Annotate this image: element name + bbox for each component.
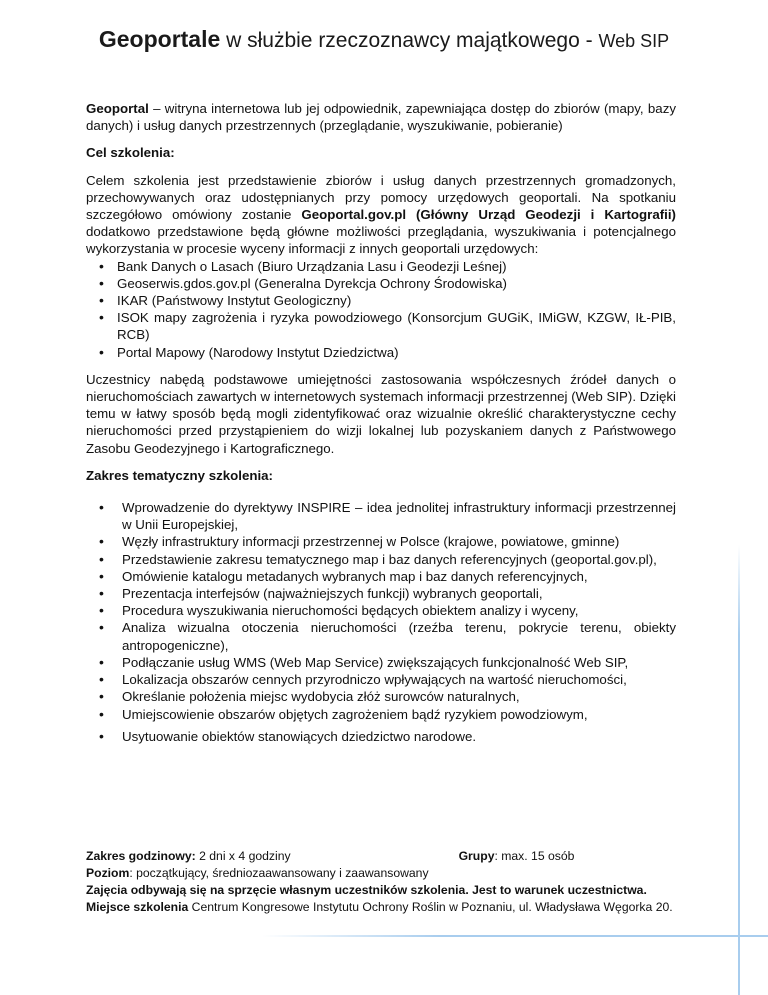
list-item: • Przedstawienie zakresu tematycznego map i baz danych referencyjnych (geoportal.gov.pl), [86,551,676,568]
goal-paragraph [86,172,676,258]
equipment-notice: Zajęcia odbywają się na sprzęcie własnym uczestników szkolenia. Jest to warunek uczestnictwa. [86,883,647,897]
level-label: Poziom [86,866,130,880]
list-item: • Usytuowanie obiektów stanowiących dziedzictwo narodowe. [86,728,676,745]
goal-heading: Cel szkolenia: [86,145,175,161]
goal-highlight: Geoportal.gov.pl (Główny Urząd Geodezji i Kartografii) [301,207,676,223]
intro-paragraph [86,100,676,134]
goal-text-after: dodatkowo przedstawione będą główne możliwości przeglądania, wyszukiwania i potencjalnego wykorzystania w procesie wyceny informacji z innych geoportali urzędowych: [86,224,676,257]
intro-definition: – witryna internetowa lub jej odpowiednik, zapewniająca dostęp do zbiorów (mapy, bazy danych) i usług danych przestrzennych (przeglądanie, wyszukiwanie, pobieranie) [86,101,676,134]
title-rest: w służbie rzeczoznawcy majątkowego - [220,29,599,52]
list-item: • IKAR (Państwowy Instytut Geologiczny) [86,292,676,309]
list-item: • Umiejscowienie obszarów objętych zagrożeniem bądź ryzykiem powodziowym, [86,706,676,723]
outcome-paragraph: Uczestnicy nabędą podstawowe umiejętności zastosowania współczesnych źródeł danych o nieruchomościach zawartych w internetowych systemach informacji przestrzennej (Web SIP). Dzięki temu w łatwy sposób będą mogli zidentyfikować oraz wizualnie określić charakterystyczne cechy nieruchomości przed przystąpieniem do wizji lokalnej lub pozyskaniem danych z Państwowego Zasobu Geodezyjnego i Kartograficznego. [86,371,676,456]
document-body [86,100,676,745]
title-strong: Geoportale [98,26,221,52]
list-item: • Prezentacja interfejsów (najważniejszych funkcji) wybranych geoportali, [86,585,676,602]
place-value: Centrum Kongresowe Instytutu Ochrony Roślin w Poznaniu, ul. Władysława Węgorka 20. [188,900,673,914]
level-value: : początkujący, średniozaawansowany i zaawansowany [129,866,429,880]
page-title [0,26,768,53]
groups-value: : max. 15 osób [494,849,575,863]
list-item: • Analiza wizualna otoczenia nieruchomości (rzeźba terenu, pokrycie terenu, obiekty antropogeniczne), [86,619,676,653]
list-item: • ISOK mapy zagrożenia i ryzyka powodziowego (Konsorcjum GUGiK, IMiGW, KZGW, IŁ-PIB, RCB) [86,309,676,343]
list-item: • Węzły infrastruktury informacji przestrzennej w Polsce (krajowe, powiatowe, gminne) [86,533,676,550]
place-label: Miejsce szkolenia [86,900,189,914]
title-tail: Web SIP [598,31,670,51]
list-item: • Omówienie katalogu metadanych wybranych map i baz danych referencyjnych, [86,568,676,585]
list-item: • Lokalizacja obszarów cennych przyrodniczo wpływających na wartość nieruchomości, [86,671,676,688]
list-item: • Określanie położenia miejsc wydobycia złóż surowców naturalnych, [86,688,676,705]
goal-text-before: Celem szkolenia jest przedstawienie zbiorów i usług danych przestrzennych gromadzonych, przechowywanych oraz udostępnianych przy pomocy urzędowych geoportali. Na spotkaniu szczegółowo omówiony zostanie [86,172,676,223]
list-item: • Geoserwis.gdos.gov.pl (Generalna Dyrekcja Ochrony Środowiska) [86,275,676,292]
list-item: • Portal Mapowy (Narodowy Instytut Dziedzictwa) [86,344,676,361]
course-details [86,848,676,916]
portal-list [86,258,676,361]
intro-term: Geoportal [86,101,149,116]
hours-value: 2 dni x 4 godziny [195,849,291,863]
list-item: • Wprowadzenie do dyrektywy INSPIRE – idea jednolitej infrastruktury informacji przestrzennej w Unii Europejskiej, [86,499,676,533]
decorative-horizontal-line [262,935,768,937]
hours-label: Zakres godzinowy: [86,849,196,863]
place-line [86,899,676,916]
scope-list [86,499,676,745]
decorative-vertical-line [738,545,740,995]
list-item: • Bank Danych o Lasach (Biuro Urządzania Lasu i Geodezji Leśnej) [86,258,676,275]
scope-heading: Zakres tematyczny szkolenia: [86,467,273,483]
groups-label: Grupy [458,849,495,863]
list-item: • Procedura wyszukiwania nieruchomości będących obiektem analizy i wyceny, [86,602,676,619]
level-line [86,865,676,882]
hours-line [86,848,676,865]
list-item: • Podłączanie usług WMS (Web Map Service) zwiększających funkcjonalność Web SIP, [86,654,676,671]
